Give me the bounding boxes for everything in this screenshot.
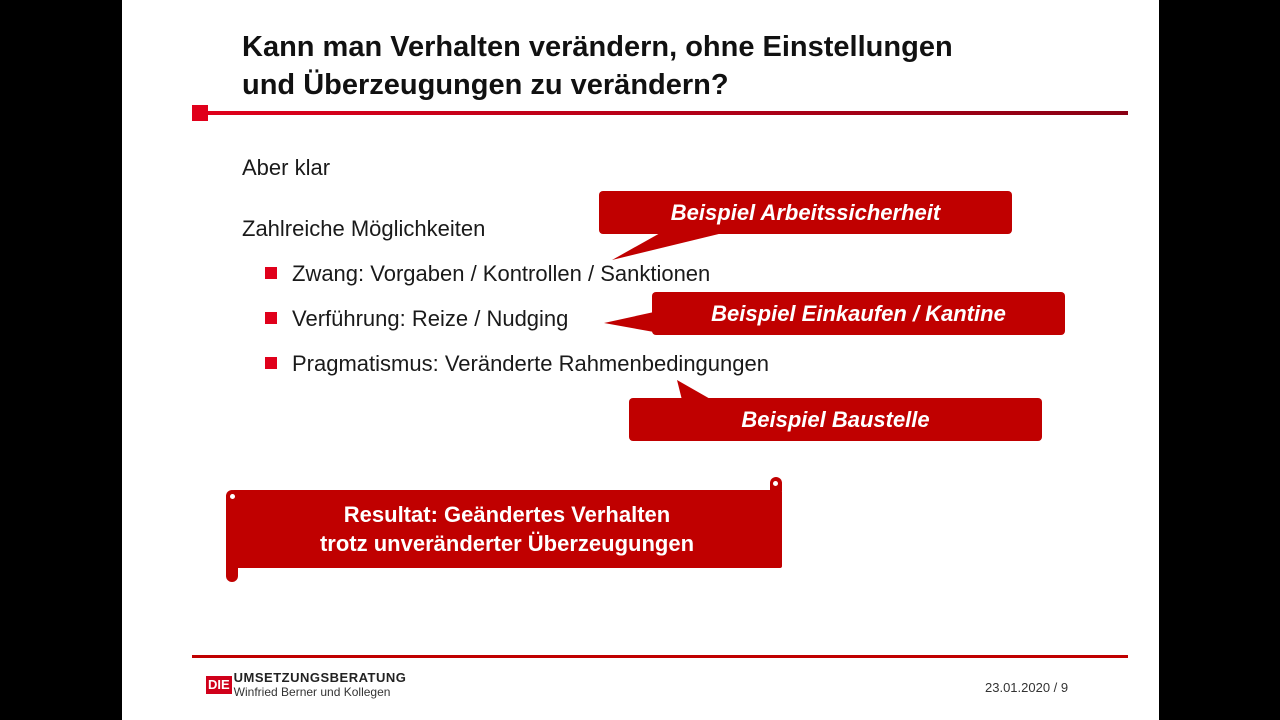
slide-title-line-1: Kann man Verhalten verändern, ohne Einstellungen [242, 31, 953, 63]
callout-arbeitssicherheit: Beispiel Arbeitssicherheit [599, 191, 1012, 234]
subheading-text: Zahlreiche Möglichkeiten [242, 216, 486, 241]
slide-title-line-2: und Überzeugungen zu verändern? [242, 69, 729, 101]
callout-tail-baustelle [677, 380, 712, 400]
result-line-2: trotz unveränderter Überzeugungen [319, 531, 695, 556]
title-underline-marker [192, 105, 208, 121]
bullet-item-zwang: Zwang: Vorgaben / Kontrollen / Sanktionen [292, 261, 711, 286]
callout-tail-einkaufen [604, 312, 654, 332]
logo-badge: DIE [208, 677, 230, 692]
bullet-marker [265, 357, 277, 369]
result-banner [232, 490, 782, 568]
footer-date-page: 23.01.2020 / 9 [985, 680, 1069, 695]
bullet-marker [265, 312, 277, 324]
logo-sub-text: Winfried Berner und Kollegen [233, 685, 391, 699]
callout-einkaufen-kantine: Beispiel Einkaufen / Kantine [652, 292, 1065, 335]
title-underline [198, 111, 1128, 115]
logo-main-text: UMSETZUNGSBERATUNG [233, 670, 407, 685]
bullet-item-verfuehrung: Verführung: Reize / Nudging [292, 306, 569, 331]
bullet-item-pragmatismus: Pragmatismus: Veränderte Rahmenbedingungen [292, 351, 769, 376]
intro-text: Aber klar [242, 155, 331, 180]
scroll-curl-dot [230, 494, 235, 499]
callout-tail-arbeitssicherheit [612, 232, 727, 260]
callout-baustelle: Beispiel Baustelle [629, 398, 1042, 441]
slide [122, 0, 1159, 720]
company-logo [206, 671, 406, 699]
slide-title [242, 28, 1122, 104]
scroll-curl-dot [773, 481, 778, 486]
footer-rule [192, 655, 1128, 658]
bullet-marker [265, 267, 277, 279]
result-line-1: Resultat: Geändertes Verhalten [343, 502, 671, 527]
